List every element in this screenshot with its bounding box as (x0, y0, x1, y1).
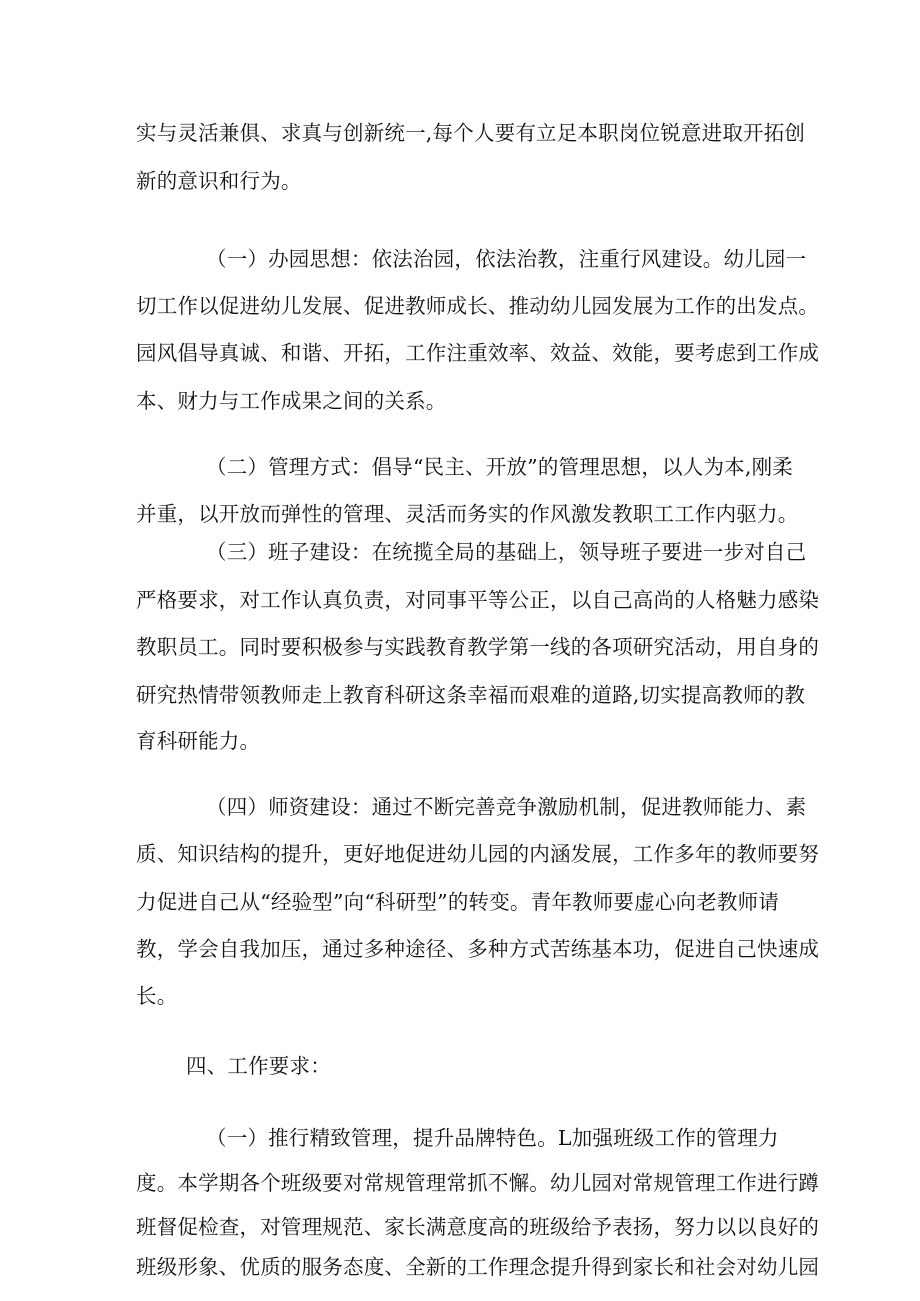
paragraph-5-start: （一）推行精致管理，提升品牌特色。L加强班级工作的管理力 (206, 1126, 779, 1150)
paragraph-2-start: （二）管理方式：倡导“民主、开放”的管理思想，以人为本,刚柔 (206, 455, 793, 479)
section-heading: 四、工作要求： (186, 1054, 331, 1078)
text-line: 教职员工。同时要积极参与实践教育教学第一线的各项研究活动，用自身的 (136, 635, 820, 659)
paragraph-3-start: （三）班子建设：在统揽全局的基础上，领导班子要进一步对自己 (206, 540, 807, 564)
paragraph-4-start: （四）师资建设：通过不断完善竞争激励机制，促进教师能力、素 (206, 795, 807, 819)
text-line: 并重，以开放而弹性的管理、灵活而务实的作风激发教职工工作内驱力。 (136, 502, 799, 526)
text-line: 园风倡导真诚、和谐、开拓，工作注重效率、效益、效能，要考虑到工作成 (136, 341, 820, 365)
text-line: 力促进自己从“经验型”向“科研型”的转变。青年教师要虚心向老教师请 (136, 890, 780, 914)
text-line: 研究热情带领教师走上教育科研这条幸福而艰难的道路,切实提高教师的教 (136, 683, 806, 707)
text-line: 育科研能力。 (136, 729, 261, 753)
text-line: 质、知识结构的提升，更好地促进幼儿园的内涵发展，工作多年的教师要努 (136, 842, 820, 866)
text-line: 教，学会自我加压，通过多种途径、多种方式苦练基本功，促进自己快速成 (136, 937, 820, 961)
text-line: 度。本学期各个班级要对常规管理常抓不懈。幼儿园对常规管理工作进行蹲 (136, 1171, 820, 1195)
text-line: 新的意识和行为。 (136, 169, 302, 193)
text-line: 严格要求，对工作认真负责，对同事平等公正，以自己高尚的人格魅力感染 (136, 588, 820, 612)
text-line: 班督促检查，对管理规范、家长满意度高的班级给予表扬，努力以以良好的 (136, 1215, 820, 1239)
text-line: 班级形象、优质的服务态度、全新的工作理念提升得到家长和社会对幼儿园 (136, 1255, 820, 1279)
text-line: 切工作以促进幼儿发展、促进教师成长、推动幼儿园发展为工作的出发点。 (136, 294, 820, 318)
text-line: 实与灵活兼俱、求真与创新统一,每个人要有立足本职岗位锐意进取开拓创 (136, 121, 806, 145)
text-line: 长。 (136, 984, 178, 1008)
paragraph-1-start: （一）办园思想：依法治园，依法治教，注重行风建设。幼儿园一 (206, 247, 807, 271)
text-line: 本、财力与工作成果之间的关系。 (136, 389, 447, 413)
